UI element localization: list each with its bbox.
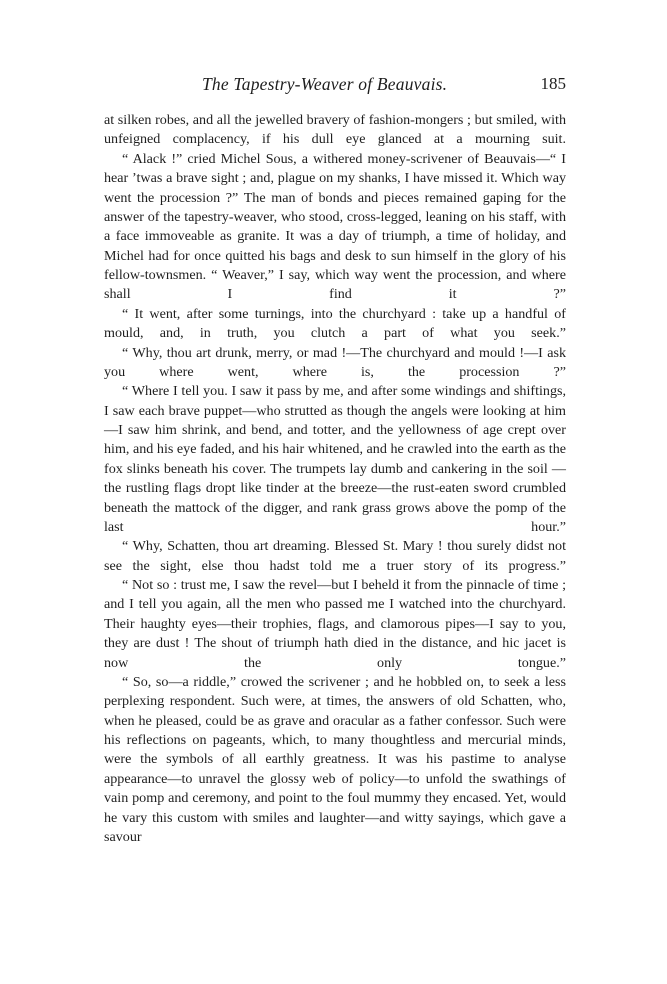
running-title: The Tapestry-Weaver of Beauvais. [202, 74, 448, 94]
paragraph-4: “ Why, thou art drunk, merry, or mad !—The churchyard and mould !—I ask you where went, where is, the procession ?” [104, 344, 566, 380]
paragraph-5: “ Where I tell you. I saw it pass by me, and after some windings and shiftings, I saw each brave puppet—who strutted as though the angels were looking at him—I saw him shrink, and bend, and totter, and the yellowness of age crept over him, and his eye faded, and his hair whitened, and he crawled into the earth as the fox slinks beneath his cover. The trumpets lay dumb and cankering in the soil —the rustling flags dropt like tinder at the breeze—the rust-eaten sword crumbled beneath the mattock of the digger, and rank grass grows above the pomp of the last hour.” [104, 383, 566, 535]
paragraph-8: “ So, so—a riddle,” crowed the scrivener ; and he hobbled on, to seek a less perplexing respondent. Such were, at times, the answers of old Schatten, who, when he pleased, could be as grave and oracular as a father confessor. Such were his reflections on pageants, which, to many thoughtless and mercurial minds, were the symbols of all earthly greatness. It was his pastime to analyse appearance—to unravel the glossy web of policy—to unfold the swathings of vain pomp and ceremony, and point to the foul mummy they encased. Yet, would he vary this custom with smiles and laughter—and witty sayings, which gave a savour [104, 673, 566, 845]
paragraph-3: “ It went, after some turnings, into the churchyard : take up a handful of mould, and, in truth, you clutch a part of what you seek.” [104, 305, 566, 342]
paragraph-6: “ Why, Schatten, thou art dreaming. Blessed St. Mary ! thou surely didst not see the sight, else thou hadst told me a truer story of its progress.” [104, 538, 566, 574]
running-head [104, 74, 566, 100]
body-text [104, 111, 566, 847]
paragraph-1: at silken robes, and all the jewelled bravery of fashion-mongers ; but smiled, with unfeigned complacency, if his dull eye glanced at a mourning suit. [104, 112, 566, 148]
paragraph-7: “ Not so : trust me, I saw the revel—but I beheld it from the pinnacle of time ; and I tell you again, all the men who passed me I watched into the churchyard. Their haughty eyes—their trophies, flags, and clamorous pipes—I say to you, they are dust ! The shout of triumph hath died in the distance, and hic jacet is now the only tongue.” [104, 577, 566, 671]
paragraph-2: “ Alack !” cried Michel Sous, a withered money-scrivener of Beauvais—“ I hear ’twas a brave sight ; and, plague on my shanks, I have missed it. Which way went the procession ?” The man of bonds and pieces remained gaping for the answer of the tapestry-weaver, who stood, cross-legged, leaning on his staff, with a face immoveable as granite. It was a day of triumph, a time of holiday, and Michel had for once quitted his bags and desk to sun himself in the glory of his fellow-townsmen. “ Weaver,” I say, which way went the procession, and where shall I find it ?” [104, 150, 566, 303]
page-number: 185 [540, 74, 566, 93]
